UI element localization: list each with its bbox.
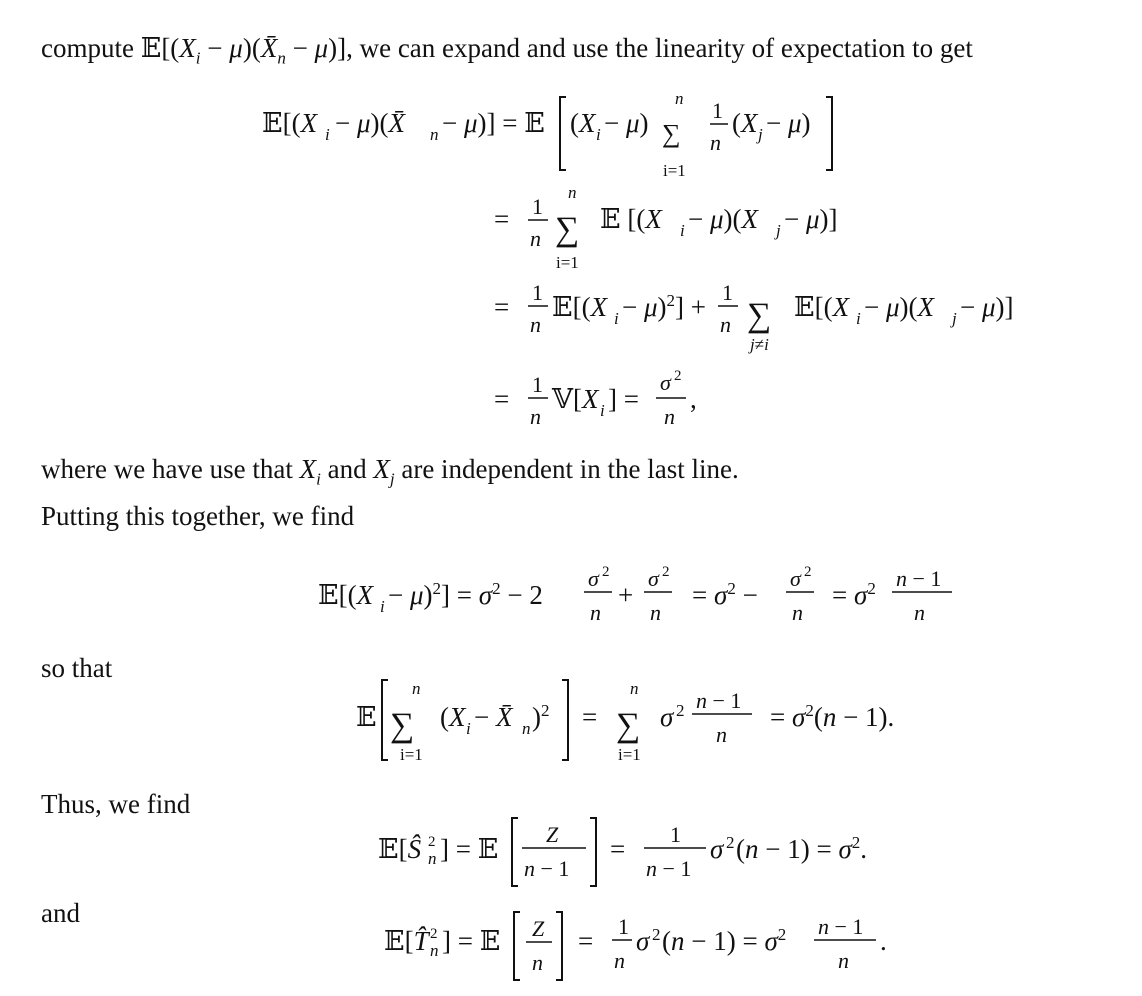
svg-text:n: n [590,600,601,625]
expansion-line-4 [494,368,697,429]
svg-text:n: n [430,941,439,960]
svg-text:i=1: i=1 [556,253,579,272]
svg-text:i: i [466,719,471,738]
svg-text:Z: Z [532,916,545,941]
svg-text:∑: ∑ [747,297,772,334]
svg-text:𝔼[(X: 𝔼[(X [262,108,318,138]
svg-text:n: n [412,679,421,698]
svg-text:σ: σ [710,834,724,864]
svg-text:i: i [680,221,685,240]
svg-text:− μ)2] = σ2 − 2: − $\mu)^2] = \sigma^2 - 2$ [388,579,543,610]
svg-text:σ: σ [660,702,674,732]
svg-text:n: n [530,404,541,429]
svg-text:j: j [776,221,781,240]
svg-text:(X: (X [440,702,466,732]
svg-text:2: 2 [662,564,670,580]
svg-text:2: 2 [674,368,682,384]
svg-text:1: 1 [670,822,681,847]
svg-text:∑: ∑ [390,707,415,744]
svg-text:(X: (X [570,108,596,138]
svg-text:n: n [650,600,661,625]
svg-text:σ: σ [588,566,599,591]
svg-text:n: n [664,404,675,429]
svg-text:𝔼: 𝔼 [356,702,377,732]
svg-text:= σ2: = $\sigma^2$ [832,579,876,610]
svg-text:𝔼[(X: 𝔼[(X [318,580,374,610]
svg-text:n: n [720,312,731,337]
equation-s-hat [378,818,867,886]
intro-expression: $𝔼[(X_i$ − $\mu)(X̄_n - \mu)$] [140,33,347,68]
svg-text:=: = [610,834,626,864]
svg-text:,: , [690,384,697,414]
svg-text:𝔼[T̂: 𝔼[T̂ [384,926,429,956]
svg-text:𝔼[(X: 𝔼[(X [794,292,850,322]
expansion-line-3 [494,280,1014,354]
svg-text:2: 2 [430,926,438,942]
svg-text:− X̄: − X̄ [474,702,513,732]
expansion-line-2 [494,183,838,272]
svg-text:(X: (X [732,108,758,138]
svg-text:2: 2 [676,701,685,720]
svg-text:n: n [530,312,541,337]
svg-text:i: i [856,309,861,328]
svg-text:=: = [582,702,598,732]
paragraph-so-that: so that [41,653,113,683]
paragraph-putting: Putting this together, we find [41,501,355,531]
intro-lead: compute [41,33,141,63]
svg-text:σ: σ [660,370,671,395]
svg-text:n − 1: n − 1 [646,856,692,881]
svg-text:1: 1 [722,280,733,305]
equation-expansion [262,89,1014,429]
svg-text:n: n [522,719,531,738]
svg-text:] = 𝔼: ] = 𝔼 [442,926,501,956]
svg-text:𝔼 [(X: 𝔼 [(X [600,204,662,234]
svg-text:Z: Z [546,822,559,847]
svg-text:− μ)]: − μ)] [960,292,1014,322]
svg-text:= σ2(n − 1).: = $\sigma^2(n - 1)$. [770,701,895,732]
svg-text:i: i [596,125,601,144]
svg-text:i: i [325,125,330,144]
svg-text:1: 1 [532,280,543,305]
svg-text:− μ)]: − μ)] [784,204,838,234]
svg-text:=: = [494,292,510,322]
svg-text:𝕍[X: 𝕍[X [552,384,599,414]
svg-text:+: + [618,580,634,610]
svg-text:j≠i: j≠i [750,335,769,354]
svg-text:n − 1: n − 1 [696,688,742,713]
svg-text:− μ)(X: − μ)(X [688,204,759,234]
svg-text:n: n [710,130,721,155]
paragraph-and: and [41,898,80,928]
svg-text:n − 1: n − 1 [524,856,570,881]
svg-text:2: 2 [652,925,661,944]
svg-text:n: n [614,948,625,973]
svg-text:2: 2 [726,833,735,852]
svg-text:= σ2 −: = $\sigma^2$ − [692,579,758,610]
svg-text:− μ)2] +: − μ)$^2$] + [622,291,707,322]
svg-text:)2: )$^2$ [532,701,550,732]
svg-text:=: = [578,926,594,956]
paragraph-where: where we have use that $X_i$ and $X_j$ are independent in the last line. [41,454,739,489]
svg-text:1: 1 [618,914,629,939]
svg-text:j: j [952,309,957,328]
expansion-line-1 [262,89,832,180]
svg-text:=: = [494,204,510,234]
svg-text:n: n [792,600,803,625]
svg-text:i=1: i=1 [618,745,641,764]
svg-text:𝔼[Ŝ: 𝔼[Ŝ [378,834,422,864]
svg-text:− μ)(X: − μ)(X [864,292,935,322]
svg-text:2: 2 [804,564,812,580]
paragraph-thus: Thus, we find [41,789,191,819]
svg-text:n: n [838,948,849,973]
svg-text:n: n [430,125,439,144]
svg-text:(n − 1) = σ2.: $(n - 1) = \sigma^2$. [736,833,868,864]
svg-text:𝔼[(X: 𝔼[(X [552,292,608,322]
svg-text:− μ): − μ) [604,108,649,138]
svg-text:∑: ∑ [616,707,641,744]
svg-text:n: n [716,722,727,747]
svg-text:∑: ∑ [662,119,681,148]
svg-text:i: i [614,309,619,328]
intro-tail: , we can expand and use the linearity of expectation to get [346,33,973,63]
svg-text:n: n [428,849,437,868]
equation-t-hat [384,912,887,980]
svg-text:σ: σ [790,566,801,591]
svg-text:(n − 1) = σ2: $(n - 1) = \sigma^2$ [662,925,787,956]
svg-text:n: n [675,89,684,108]
svg-text:1: 1 [712,98,723,123]
svg-text:.: . [880,926,887,956]
svg-text:j: j [758,125,763,144]
svg-text:n: n [630,679,639,698]
svg-text:] =: ] = [608,384,639,414]
svg-text:n − 1: n − 1 [818,914,864,939]
svg-text:n: n [914,600,925,625]
svg-text:− μ)] = 𝔼: − μ)] = 𝔼 [442,108,545,138]
svg-text:n: n [532,950,543,975]
svg-text:=: = [494,384,510,414]
svg-text:n: n [530,226,541,251]
svg-text:i=1: i=1 [400,745,423,764]
svg-text:n − 1: n − 1 [896,566,942,591]
svg-text:] = 𝔼: ] = 𝔼 [440,834,499,864]
svg-text:i: i [380,597,385,616]
svg-text:i=1: i=1 [663,161,686,180]
svg-text:1: 1 [532,372,543,397]
svg-text:n: n [568,183,577,202]
svg-text:σ: σ [636,926,650,956]
svg-text:− μ)(X̄: − μ)(X̄ [335,108,406,138]
equation-squared-deviation [318,564,952,625]
intro-text [0,0,1,1]
svg-text:∑: ∑ [555,211,580,248]
svg-text:− μ): − μ) [766,108,811,138]
svg-text:i: i [600,401,605,420]
svg-text:2: 2 [602,564,610,580]
equation-sum-of-squares [356,679,894,764]
svg-text:1: 1 [532,194,543,219]
svg-text:2: 2 [428,834,436,850]
svg-text:σ: σ [648,566,659,591]
